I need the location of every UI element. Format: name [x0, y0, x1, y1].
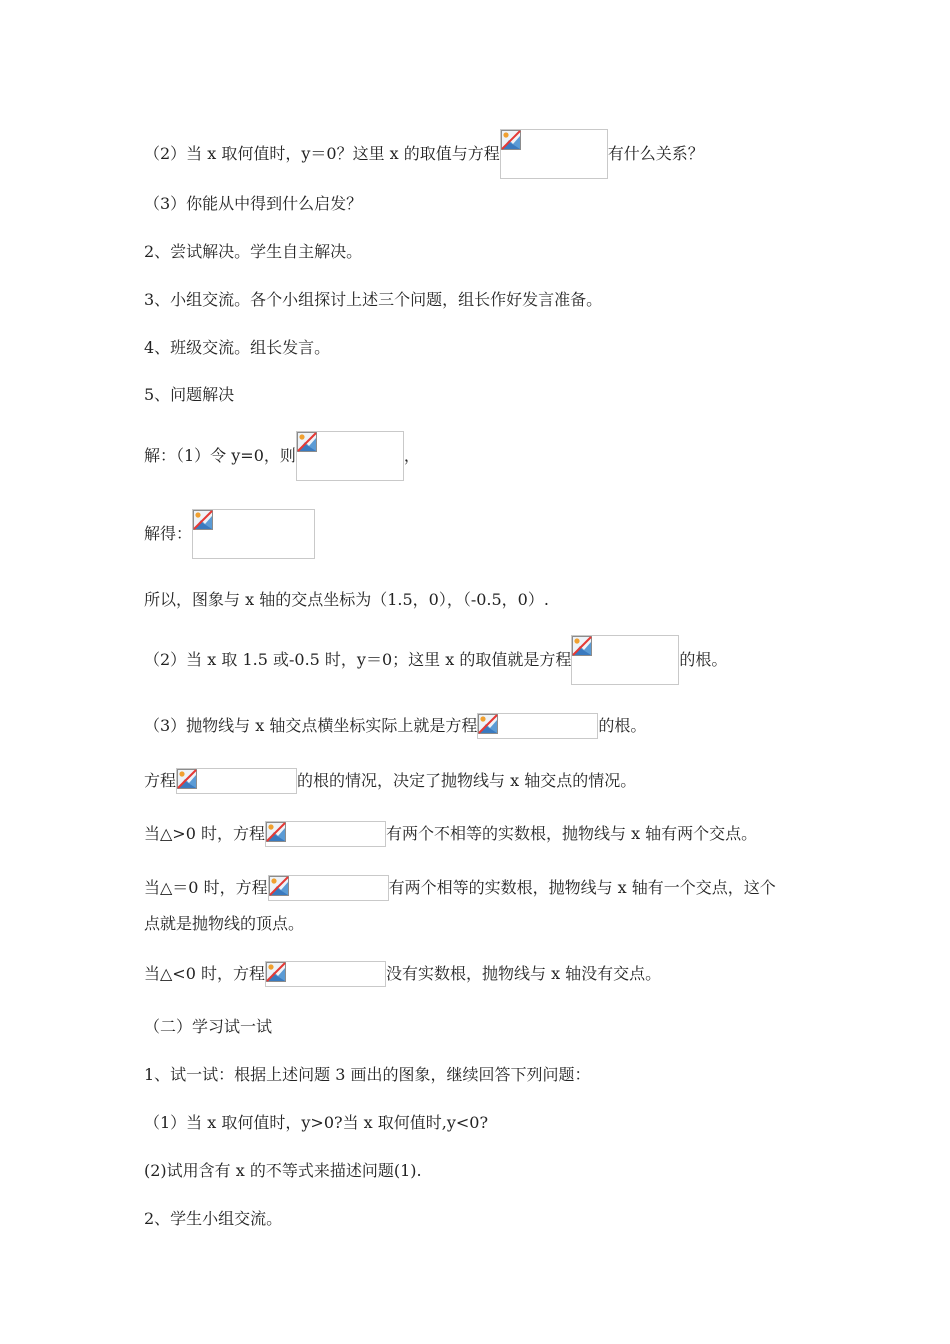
broken-image-icon: [501, 130, 521, 150]
text: 所以，图象与 x 轴的交点坐标为（1.5，0），（-0.5，0）.: [144, 590, 549, 609]
broken-image-icon: [193, 510, 213, 530]
text: 没有实数根，抛物线与 x 轴没有交点。: [385, 964, 662, 983]
paragraph: [144, 241, 362, 263]
text: （3）你能从中得到什么启发？: [144, 194, 363, 213]
text: 有什么关系？: [607, 144, 704, 163]
text: 2、尝试解决。学生自主解决。: [144, 242, 363, 261]
paragraph: [144, 431, 420, 481]
paragraph: [144, 289, 602, 311]
text: 2、学生小组交流。: [144, 1209, 283, 1228]
paragraph: [144, 768, 636, 794]
text: 的根。: [598, 716, 647, 735]
text: 方程: [144, 771, 177, 790]
text: 解得：: [144, 524, 193, 543]
paragraph: [144, 384, 234, 406]
paragraph: [144, 875, 776, 901]
broken-image-icon: [177, 769, 197, 789]
paragraph: [144, 129, 704, 179]
equation-image: [500, 129, 608, 179]
equation-image: [571, 635, 679, 685]
broken-image-icon: [572, 636, 592, 656]
text: 点就是抛物线的顶点。: [144, 914, 305, 933]
text: ，: [403, 446, 420, 465]
equation-image: [477, 713, 598, 739]
text: （2）当 x 取 1.5 或-0.5 时，y＝0；这里 x 的取值就是方程: [144, 650, 572, 669]
section-heading: [144, 1016, 272, 1038]
broken-image-icon: [266, 962, 286, 982]
equation-image: [176, 768, 297, 794]
text: 4、班级交流。组长发言。: [144, 338, 331, 357]
text: 有两个不相等的实数根，抛物线与 x 轴有两个交点。: [385, 824, 758, 843]
text: 1、试一试：根据上述问题 3 画出的图象，继续回答下列问题：: [144, 1065, 591, 1084]
paragraph: [144, 1208, 282, 1230]
text: 的根。: [679, 650, 728, 669]
text: （2）当 x 取何值时，y＝0？这里 x 的取值与方程: [144, 144, 500, 163]
paragraph: [144, 961, 661, 987]
paragraph: [144, 635, 727, 685]
text: (2)试用含有 x 的不等式来描述问题(1).: [144, 1161, 422, 1180]
text: （3）抛物线与 x 轴交点横坐标实际上就是方程: [144, 716, 478, 735]
text: 当△＝0 时，方程: [144, 878, 268, 897]
text: 的根的情况，决定了抛物线与 x 轴交点的情况。: [297, 771, 637, 790]
equation-image: [192, 509, 315, 559]
paragraph: [144, 1160, 422, 1182]
text: 5、问题解决: [144, 385, 235, 404]
paragraph: [144, 713, 646, 739]
text: 当△>0 时，方程: [144, 824, 265, 843]
broken-image-icon: [297, 432, 317, 452]
broken-image-icon: [266, 822, 286, 842]
broken-image-icon: [478, 714, 498, 734]
paragraph: [144, 509, 315, 559]
equation-image: [296, 431, 404, 481]
paragraph: [144, 821, 757, 847]
text: 解：（1）令 y=0，则: [144, 446, 296, 465]
equation-image: [268, 875, 389, 901]
paragraph: [144, 589, 549, 611]
paragraph: [144, 193, 362, 215]
text: （1）当 x 取何值时，y>0?当 x 取何值时,y<0?: [144, 1113, 489, 1132]
paragraph: [144, 1064, 591, 1086]
paragraph: [144, 337, 330, 359]
equation-image: [265, 821, 386, 847]
text: （二）学习试一试: [144, 1017, 273, 1036]
equation-image: [265, 961, 386, 987]
paragraph: [144, 1112, 488, 1134]
text: 当△<0 时，方程: [144, 964, 265, 983]
text: 3、小组交流。各个小组探讨上述三个问题，组长作好发言准备。: [144, 290, 603, 309]
text: 有两个相等的实数根，抛物线与 x 轴有一个交点，这个: [388, 878, 776, 897]
paragraph-continued: [144, 913, 304, 935]
broken-image-icon: [269, 876, 289, 896]
